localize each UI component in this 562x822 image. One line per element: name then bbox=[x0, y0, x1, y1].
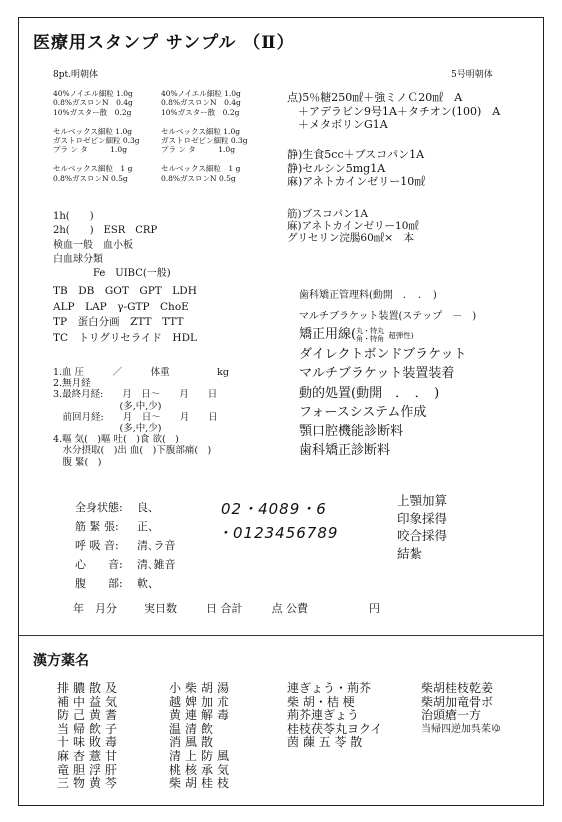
kanpo-item: 消風散 bbox=[169, 735, 218, 750]
ortho-line-wire: 矯正用線(丸・特丸 角・特角 超弾性) bbox=[299, 326, 414, 343]
med-line: 40%ノイエル細粒 1.0g bbox=[53, 89, 133, 98]
rx-intramuscular bbox=[287, 208, 419, 244]
med-line: 0.8%ガスロンN 0.4g bbox=[161, 98, 241, 108]
med-line: セルベックス細粒 1.0g bbox=[53, 126, 133, 136]
history-line: (多,中,少) bbox=[53, 400, 162, 412]
rx-line: ＋アデラビン9号1A＋タチオン(100) A bbox=[287, 104, 501, 118]
kanpo-item: 清上防風 bbox=[169, 748, 234, 763]
lab-chemistry bbox=[53, 284, 197, 346]
med-line: 10%ガスター散 0.2g bbox=[161, 107, 240, 117]
meds-column-mid bbox=[161, 89, 248, 183]
kanpo-item: 柴胡桂枝乾姜 bbox=[421, 681, 494, 695]
kanpo-item: 小柴胡湯 bbox=[169, 681, 234, 695]
lab-line: ALP LAP γ-GTP ChoE bbox=[53, 300, 189, 313]
kanpo-item: 当帰四逆加呉茱ゆ bbox=[421, 723, 501, 735]
ortho-line: 顎口腔機能診断料 bbox=[299, 424, 404, 440]
ortho-line: 動的処置(動開 ． ． ) bbox=[299, 385, 440, 401]
kanpo-column-2 bbox=[169, 682, 233, 791]
totals-yen: 円 bbox=[369, 602, 380, 615]
page-title: 医療用スタンプ サンプル （Ⅱ） bbox=[33, 33, 295, 53]
history-line: 前回月経: 月 日～ 月 日 bbox=[53, 411, 218, 423]
fee-line: 印象採得 bbox=[397, 510, 448, 526]
history-line: 1.血 圧 ／ 体重 kg bbox=[53, 367, 229, 378]
history-line: 3.最終月経: 月 日～ 月 日 bbox=[53, 389, 218, 401]
med-line: ガストロゼピン細粒 0.3g bbox=[161, 136, 248, 146]
med-line: 40%ノイエル細粒 1.0g bbox=[161, 89, 241, 98]
rx-line: 点)5％糖250㎖＋強ミノＣ20㎖ A bbox=[287, 91, 463, 104]
med-line: 0.8%ガスロンN 0.4g bbox=[53, 98, 133, 108]
fee-line: 上顎加算 bbox=[397, 493, 448, 508]
lab-line: 2h( ) ESR CRP bbox=[53, 225, 158, 237]
fee-items bbox=[397, 492, 447, 562]
rx-line: 静)生食5cc＋ブスコパン1A bbox=[287, 148, 425, 161]
med-line: ガストロゼピン細粒 0.3g bbox=[53, 136, 140, 146]
handwritten-numbers-1: 02・4089・6 bbox=[221, 500, 327, 518]
kanpo-item: 桂枝茯苓丸ヨクイ bbox=[287, 721, 383, 736]
kanpo-item: 補中益気 bbox=[57, 694, 122, 709]
med-line: セルベックス細粒 1 g bbox=[53, 164, 133, 174]
lab-line: 検血一般 血小板 bbox=[53, 239, 133, 251]
ortho-line: 歯科矯正診断料 bbox=[299, 443, 391, 459]
kanpo-item: 柴胡加竜骨ボ bbox=[421, 694, 494, 709]
totals-public: 点 公費 bbox=[271, 602, 308, 615]
med-line: プラ ン タ 1.0g bbox=[161, 145, 235, 155]
kanpo-column-3 bbox=[287, 682, 382, 750]
lab-line: Fe UIBC(一般) bbox=[53, 268, 171, 280]
lab-line: 白血球分類 bbox=[53, 253, 103, 265]
history-line: 2.無月経 bbox=[53, 378, 91, 390]
totals-row bbox=[73, 600, 380, 616]
totals-month: 年 月分 bbox=[73, 602, 117, 615]
kanpo-item: 当帰飲子 bbox=[57, 721, 122, 736]
status-row: 腹 部: 軟、 bbox=[75, 577, 159, 590]
lab-line: TC トリグリセライド HDL bbox=[53, 331, 197, 344]
med-line: セルベックス細粒 1.0g bbox=[161, 126, 241, 136]
rx-line: グリセリン浣腸60㎖× 本 bbox=[287, 232, 415, 244]
history-line: 水分摂取( )出 血( )下腹部痛( ) bbox=[53, 445, 212, 457]
physical-status bbox=[75, 498, 176, 593]
kanpo-title: 漢方薬名 bbox=[33, 653, 89, 669]
totals-sum: 日 合計 bbox=[206, 602, 243, 615]
ortho-wire-type: 丸・特丸 角・特角 bbox=[356, 326, 385, 343]
kanpo-item: 三物黄芩 bbox=[57, 776, 122, 791]
rx-drip bbox=[287, 91, 500, 132]
status-row: 筋 緊 張: 正、 bbox=[75, 520, 159, 533]
ortho-line: マルチブラケット装置装着 bbox=[299, 366, 455, 382]
lab-line: 1h( ) bbox=[53, 211, 94, 222]
med-line: セルベックス細粒 1 g bbox=[161, 164, 241, 174]
handwritten-numbers-2: ・0123456789 bbox=[217, 524, 339, 542]
kanpo-item: 麻杏薏甘 bbox=[57, 748, 122, 763]
rx-line: ＋メタボリンG1A bbox=[287, 118, 388, 131]
ortho-small bbox=[299, 285, 476, 327]
status-row: 心 音: 清､雑音 bbox=[75, 558, 176, 571]
label-5go-mincho: 5号明朝体 bbox=[451, 70, 493, 80]
med-line: 0.8%ガスロンN 0.5g bbox=[161, 173, 236, 183]
kanpo-item: 連ぎょう・荊芥 bbox=[287, 681, 372, 695]
lab-tests bbox=[53, 210, 171, 281]
ortho-line: ダイレクトボンドブラケット bbox=[299, 347, 467, 363]
status-row: 全身状態: 良、 bbox=[75, 501, 159, 514]
history-line: 腹 緊( ) bbox=[53, 456, 102, 468]
kanpo-item: 茵 蔯 五 苓 散 bbox=[287, 735, 363, 750]
rx-line: 筋)ブスコパン1A bbox=[287, 208, 368, 220]
label-8pt-mincho: 8pt.明朝体 bbox=[53, 70, 98, 80]
ortho-large bbox=[299, 325, 466, 460]
kanpo-item: 十味敗毒 bbox=[57, 735, 122, 750]
kanpo-item: 治頭瘡一方 bbox=[421, 708, 482, 723]
rx-line: 麻)アネトカインゼリー10㎖ bbox=[287, 220, 419, 232]
kanpo-item: 荊芥連ぎょう bbox=[287, 708, 360, 723]
lab-line: TP 蛋白分画 ZTT TTT bbox=[53, 316, 184, 328]
history-line: 4.嘔 気( )嘔 吐( )食 欲( ) bbox=[53, 434, 179, 446]
lab-line: TB DB GOT GPT LDH bbox=[53, 285, 197, 297]
history-line: (多,中,少) bbox=[53, 423, 162, 435]
med-line: 10%ガスター散 0.2g bbox=[53, 107, 132, 117]
rx-line: 麻)アネトカインゼリー10㎖ bbox=[287, 175, 426, 188]
kanpo-item: 越婢加朮 bbox=[169, 694, 234, 709]
rx-injection bbox=[287, 148, 425, 189]
ortho-line: マルチブラケット装置(ステップ － ) bbox=[299, 311, 477, 322]
kanpo-item: 桃核承気 bbox=[169, 762, 234, 777]
rx-line: 静)セルシン5mg1A bbox=[287, 161, 386, 175]
kanpo-item: 竜胆浮肝 bbox=[57, 762, 122, 777]
kanpo-item: 温清飲 bbox=[169, 721, 218, 736]
kanpo-item: 黄連解毒 bbox=[169, 708, 234, 723]
section-divider bbox=[19, 635, 543, 636]
kanpo-column-4 bbox=[421, 682, 501, 736]
status-row: 呼 吸 音: 清､ラ音 bbox=[75, 539, 176, 552]
fee-line: 咬合採得 bbox=[397, 528, 448, 543]
ortho-line: フォースシステム作成 bbox=[299, 404, 427, 420]
patient-history bbox=[53, 367, 229, 468]
fee-line: 結紮 bbox=[397, 545, 423, 561]
totals-days: 実日数 bbox=[144, 602, 177, 615]
kanpo-item: 排膿散及 bbox=[57, 681, 122, 695]
kanpo-column-1 bbox=[57, 682, 121, 791]
ortho-line: 歯科矯正管理料(動開 ． ． ) bbox=[299, 290, 437, 301]
kanpo-item: 防己黄耆 bbox=[57, 708, 122, 723]
stamp-sample-sheet bbox=[18, 17, 544, 806]
med-line: プラ ン タ 1.0g bbox=[53, 145, 127, 155]
kanpo-item: 柴胡桂枝 bbox=[169, 776, 234, 791]
meds-column-left bbox=[53, 89, 140, 183]
med-line: 0.8%ガスロンN 0.5g bbox=[53, 173, 128, 183]
kanpo-item: 柴 胡・桔 梗 bbox=[287, 694, 355, 709]
